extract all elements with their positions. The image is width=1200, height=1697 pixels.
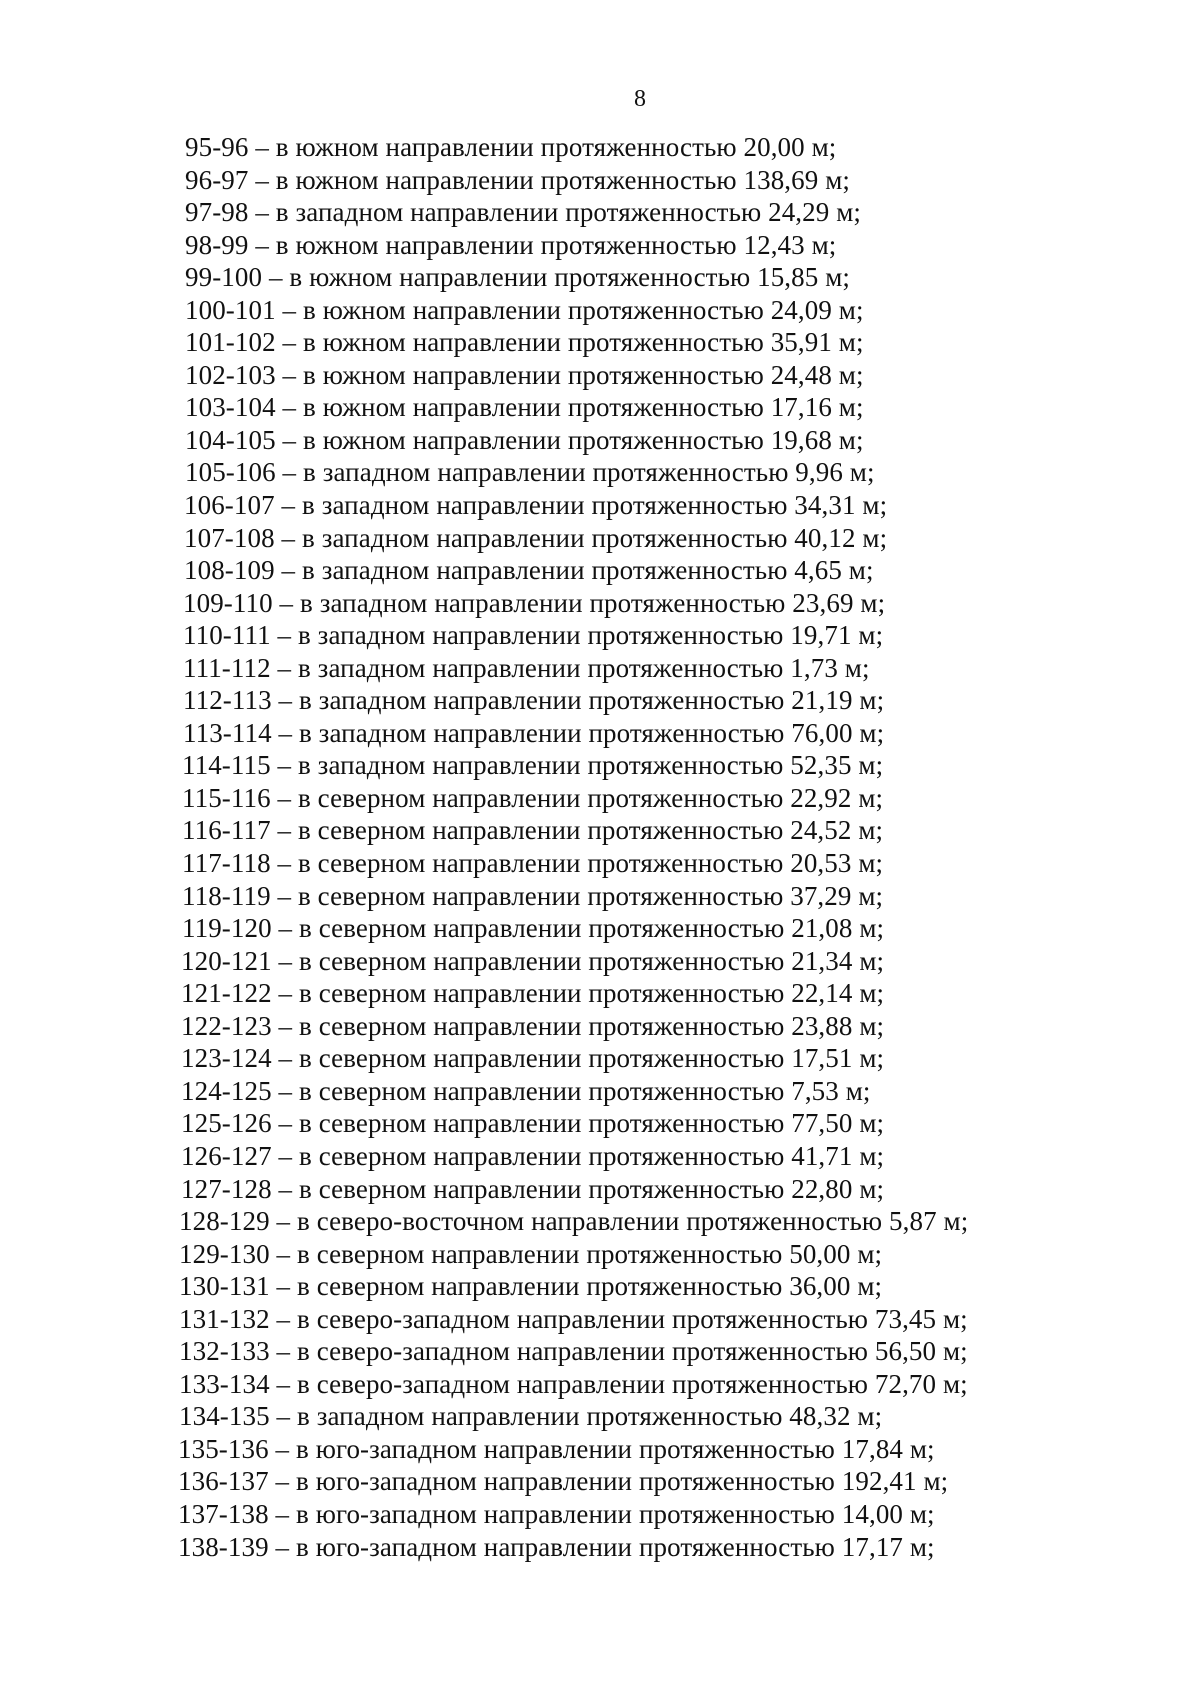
segment-line: 122-123 – в северном направлении протяженностью 23,88 м; — [181, 1010, 885, 1041]
segment-line: 128-129 – в северо-восточном направлении протяженностью 5,87 м; — [179, 1206, 969, 1237]
segment-line: 104-105 – в южном направлении протяженностью 19,68 м; — [185, 424, 864, 455]
segment-line: 116-117 – в северном направлении протяженностью 24,52 м; — [182, 815, 884, 846]
segment-line: 106-107 – в западном направлении протяженностью 34,31 м; — [184, 490, 888, 521]
segment-line: 124-125 – в северном направлении протяженностью 7,53 м; — [181, 1075, 871, 1106]
segment-line: 98-99 – в южном направлении протяженностью 12,43 м; — [185, 229, 837, 260]
segment-line: 100-101 – в южном направлении протяженностью 24,09 м; — [185, 294, 864, 325]
segment-line: 112-113 – в западном направлении протяженностью 21,19 м; — [183, 685, 885, 716]
segment-line: 137-138 – в юго-западном направлении протяженностью 14,00 м; — [178, 1498, 935, 1529]
segment-line: 109-110 – в западном направлении протяженностью 23,69 м; — [183, 587, 886, 618]
segment-line: 125-126 – в северном направлении протяженностью 77,50 м; — [181, 1108, 885, 1139]
segment-line: 115-116 – в северном направлении протяженностью 22,92 м; — [182, 782, 884, 813]
segment-line: 136-137 – в юго-западном направлении протяженностью 192,41 м; — [178, 1466, 949, 1497]
segment-line: 117-118 – в северном направлении протяженностью 20,53 м; — [182, 848, 884, 879]
segment-line: 127-128 – в северном направлении протяженностью 22,80 м; — [181, 1173, 885, 1204]
segment-line: 97-98 – в западном направлении протяженностью 24,29 м; — [185, 197, 861, 228]
segment-line: 107-108 – в западном направлении протяженностью 40,12 м; — [184, 522, 888, 553]
segment-line: 102-103 – в южном направлении протяженностью 24,48 м; — [185, 359, 864, 390]
segment-line: 118-119 – в северном направлении протяженностью 37,29 м; — [182, 880, 884, 911]
segment-line: 132-133 – в северо-западном направлении протяженностью 56,50 м; — [179, 1336, 968, 1367]
segment-line: 133-134 – в северо-западном направлении протяженностью 72,70 м; — [179, 1368, 968, 1399]
segment-line: 134-135 – в западном направлении протяженностью 48,32 м; — [179, 1401, 883, 1432]
segment-line: 99-100 – в южном направлении протяженностью 15,85 м; — [185, 262, 850, 293]
segment-line: 111-112 – в западном направлении протяженностью 1,73 м; — [183, 652, 870, 683]
segment-line: 103-104 – в южном направлении протяженностью 17,16 м; — [185, 392, 864, 423]
segment-line: 123-124 – в северном направлении протяженностью 17,51 м; — [181, 1043, 885, 1074]
segment-line: 108-109 – в западном направлении протяженностью 4,65 м; — [184, 555, 874, 586]
segment-line: 130-131 – в северном направлении протяженностью 36,00 м; — [179, 1271, 883, 1302]
segment-line: 131-132 – в северо-западном направлении протяженностью 73,45 м; — [179, 1303, 968, 1334]
page-number: 8 — [634, 86, 646, 112]
segment-line: 95-96 – в южном направлении протяженностью 20,00 м; — [185, 132, 837, 162]
segment-line: 114-115 – в западном направлении протяженностью 52,35 м; — [182, 750, 884, 781]
segment-line: 138-139 – в юго-западном направлении протяженностью 17,17 м; — [178, 1531, 935, 1562]
segment-line: 101-102 – в южном направлении протяженностью 35,91 м; — [185, 327, 864, 358]
segment-line: 126-127 – в северном направлении протяженностью 41,71 м; — [181, 1140, 885, 1171]
segment-line: 113-114 – в западном направлении протяженностью 76,00 м; — [183, 717, 885, 748]
segment-line: 129-130 – в северном направлении протяженностью 50,00 м; — [179, 1238, 883, 1269]
boundary-segment-list — [0, 131, 1200, 1563]
segment-line: 120-121 – в северном направлении протяженностью 21,34 м; — [181, 945, 885, 976]
segment-line: 121-122 – в северном направлении протяженностью 22,14 м; — [181, 978, 885, 1009]
segment-line: 110-111 – в западном направлении протяженностью 19,71 м; — [183, 620, 884, 651]
segment-line: 135-136 – в юго-западном направлении протяженностью 17,84 м; — [178, 1433, 935, 1464]
segment-line: 119-120 – в северном направлении протяженностью 21,08 м; — [182, 913, 885, 944]
segment-line: 96-97 – в южном направлении протяженностью 138,69 м; — [185, 164, 850, 195]
segment-line: 105-106 – в западном направлении протяженностью 9,96 м; — [185, 457, 875, 488]
